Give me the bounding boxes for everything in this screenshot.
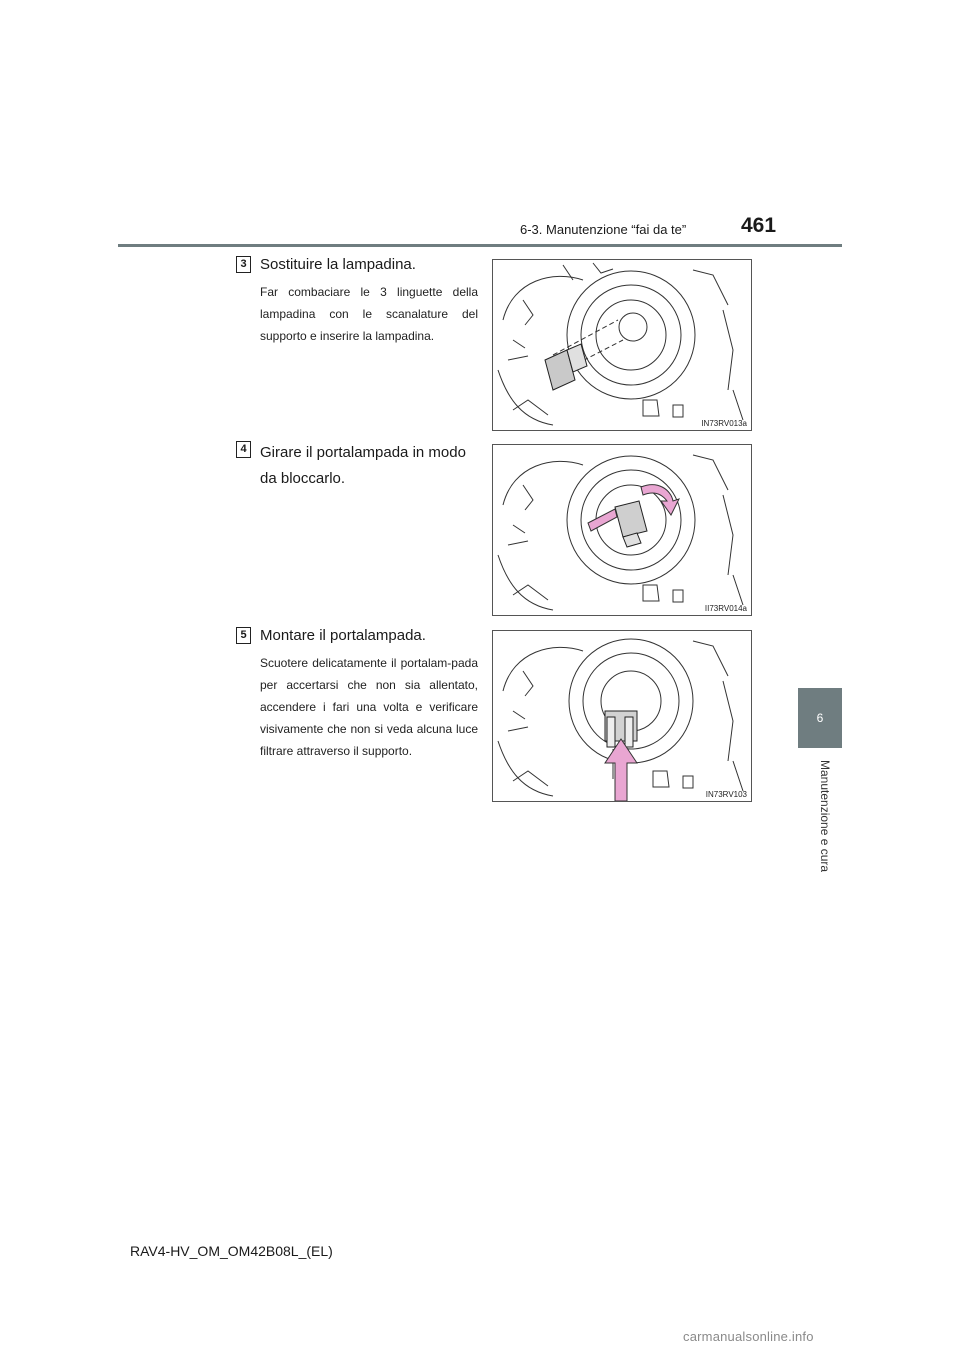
step-5-title: Montare il portalampada. bbox=[260, 627, 426, 644]
figure-bulb-replace bbox=[492, 259, 752, 431]
model-code: RAV4-HV_OM_OM42B08L_(EL) bbox=[130, 1243, 333, 1259]
header-rule bbox=[118, 244, 842, 247]
figure-lock-holder bbox=[492, 444, 752, 616]
step-3-title: Sostituire la lampadina. bbox=[260, 256, 416, 273]
figure-code: IN73RV013a bbox=[701, 419, 747, 428]
step-number-4: 4 bbox=[236, 441, 251, 458]
step-5-description: Scuotere delicatamente il portalam-pada per accertarsi che non sia allentato, accendere i fari una volta e verificare visivamente che non si veda alcuna luce filtrare attraverso il supporto. bbox=[260, 656, 478, 758]
page-number: 461 bbox=[741, 214, 777, 237]
step-4-title: Girare il portalampada in modo da bloccarlo. bbox=[260, 444, 466, 487]
figure-code: IN73RV103 bbox=[705, 790, 747, 799]
step-3-description: Far combaciare le 3 linguette della lampadina con le scanalature del supporto e inserire la lampadina. bbox=[260, 285, 478, 343]
watermark: carmanualsonline.info bbox=[683, 1329, 814, 1344]
chapter-tab: 6 bbox=[798, 688, 842, 748]
figure-code: II73RV014a bbox=[704, 604, 747, 613]
step-number-3: 3 bbox=[236, 256, 251, 273]
section-title: 6-3. Manutenzione “fai da te” bbox=[520, 222, 687, 237]
figure-mount-holder bbox=[492, 630, 752, 802]
step-number-5: 5 bbox=[236, 627, 251, 644]
chapter-label: Manutenzione e cura bbox=[818, 760, 832, 873]
